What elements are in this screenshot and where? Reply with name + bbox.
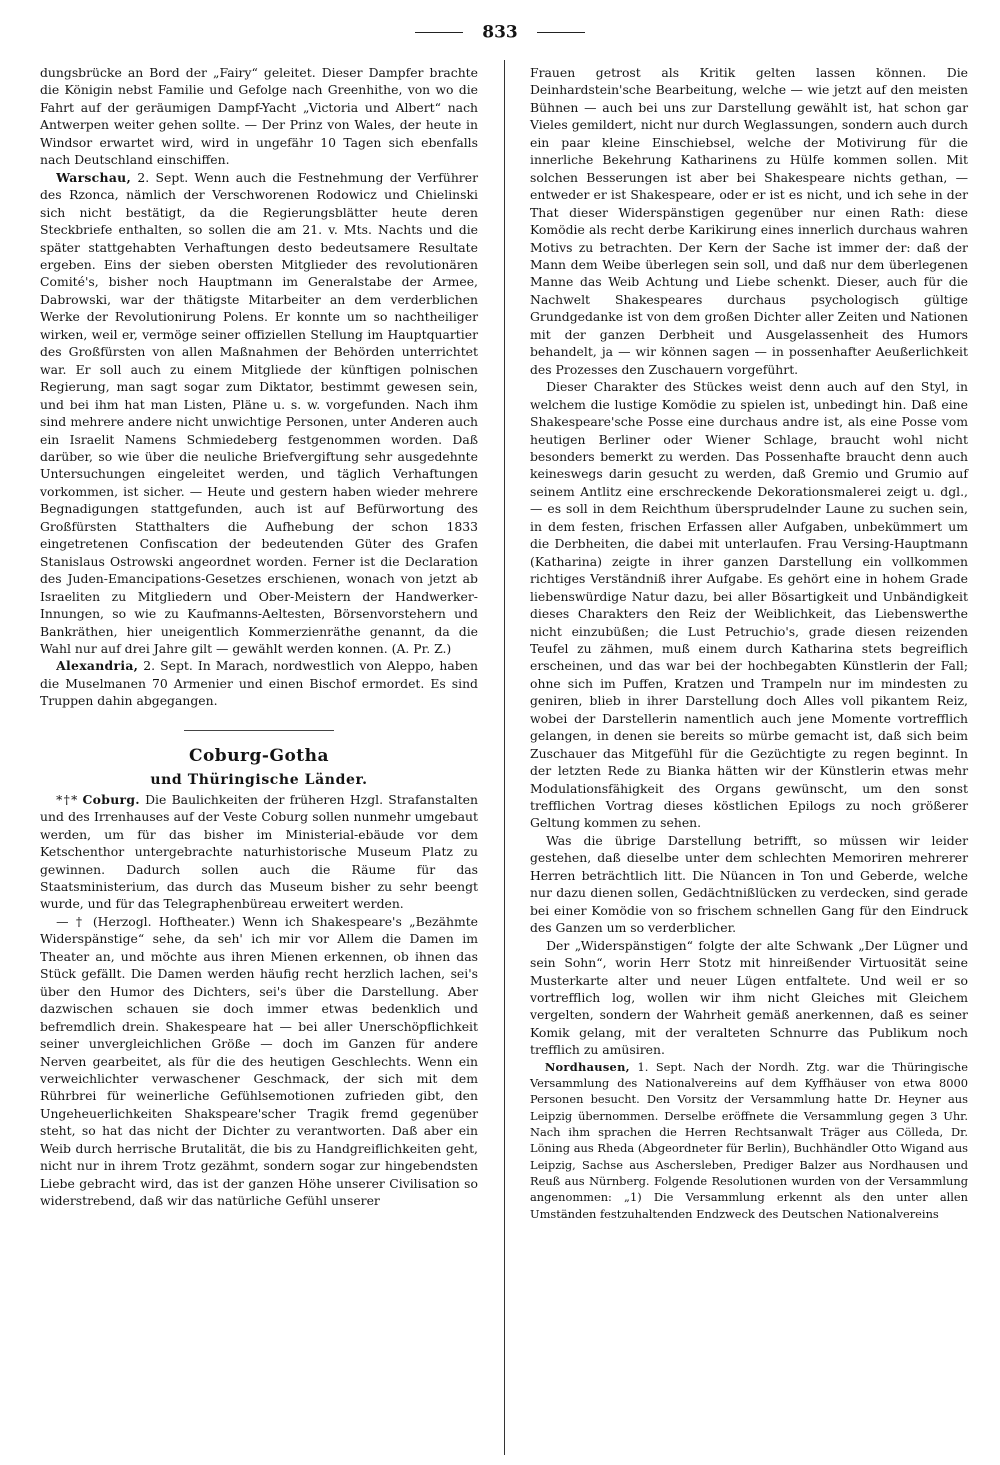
dateline-nordhausen: Nordhausen,: [544, 1059, 630, 1074]
review-p4: Der „Widerspänstigen“ folgte der alte Schwank „Der Lügner und sein Sohn“, worin Herr Stotz mit hinreißender Virtuosität seine Musterkarte alter und neuer Lügen entfaltete. Und weil er so vortrefflich log, wollen wir ihm nicht Gleiches mit Gleichem vergelten, sondern der Wahrheit gemäß anerkennen, daß es seiner Komik gelang, mit der veralteten Schnurre das Publikum noch trefflich zu amüsiren.: [530, 937, 968, 1058]
dateline-alexandria: Alexandria,: [56, 658, 139, 674]
article-hoftheater: [40, 913, 478, 1210]
header-rule-left: [415, 32, 463, 33]
article-coburg-text: Die Baulichkeiten der früheren Hzgl. Strafanstalten und des Irrenhauses auf der Veste Coburg sollen nunmehr umgebaut werden, um für das bisher im Ministerial-ebäude vor dem Ketschenthor untergebrachte naturhistorische Museum Platz zu gewinnen. Dadurch sollen auch die Räume für das Staatsministerium, das durch das Museum bisher zu sehr beengt wurde, und für das Telegraphenbüreau erweitert werden.: [40, 791, 478, 912]
article-coburg-mark: *†*: [56, 791, 78, 807]
section-separator: [184, 730, 334, 731]
article-alexandria-text: 2. Sept. In Marach, nordwestlich von Aleppo, haben die Muselmanen 70 Armenier und einen Bischof ermordet. Es sind Truppen dahin abgegangen.: [40, 658, 478, 709]
article-hoftheater-heading: — † (Herzogl. Hoftheater.): [56, 913, 236, 929]
article-hoftheater-text: Wenn ich Shakespeare's „Bezähmte Widerspänstige“ sehe, da seh' ich mir vor Allem die Damen im Theater an, und möchte aus ihren Mienen erkennen, ob ihnen das Stück gefällt. Die Damen werden häufig recht herzlich lachen, sei's über den Humor des Dichters, sei's über die Darstellung. Aber dazwischen schauen sie doch immer etwas bedenklich und befremdlich drein. Shakespeare hat — bei aller Unerschöpflichkeit seiner unvergleichlichen Größe — doch im Ganzen für andere Nerven gearbeitet, als für die des heutigen Geschlechts. Wenn ein verweichlichter verwaschener Geschmack, der sich mit dem Rührbrei für weinerliche Gefühlsemotionen zufrieden gibt, den Ungeheuerlichkeiten Shakspeare'scher Tragik fremd gegenüber steht, so hat das nicht der Dichter zu verantworten. Daß aber ein Weib durch herrische Brutalität, die bis zu Handgreiflichkeiten geht, nicht nur in ihrem Trotz gezähmt, sondern sogar zur hingebendsten Liebe gebracht wird, das ist der ganzen Höhe unserer Civilisation so widerstrebend, daß wir das natürliche Gefühl unserer: [40, 913, 479, 1209]
page-number: 833: [482, 22, 518, 43]
article-nordhausen: [530, 1059, 968, 1222]
article-alexandria: [40, 657, 478, 709]
article-nordhausen-text: 1. Sept. Nach der Nordh. Ztg. war die Thüringische Versammlung des Nationalvereins auf dem Kyffhäuser von etwa 8000 Personen besucht. Den Vorsitz der Versammlung hatte Dr. Heyner aus Leipzig übernommen. Derselbe eröffnete die Versammlung gegen 3 Uhr. Nach ihm sprachen die Herren Rechtsanwalt Träger aus Cölleda, Dr. Löning aus Rheda (Abgeordneter für Berlin), Buchhändler Otto Wigand aus Leipzig, Sachse aus Aschersleben, Prediger Balzer aus Nordhausen und Reuß aus Nürnberg. Folgende Resolutionen wurden von der Versammlung angenommen: „1) Die Versammlung erkennt als den unter allen Umständen festzuhaltenden Endzweck des Deutschen Nationalvereins: [530, 1059, 968, 1221]
article-warschau: [40, 169, 478, 658]
dateline-warschau: Warschau,: [56, 169, 132, 185]
section-subtitle: und Thüringische Länder.: [150, 771, 368, 788]
article-coburg: [40, 791, 478, 913]
review-p3: Was die übrige Darstellung betrifft, so müssen wir leider gestehen, daß dieselbe unter dem schlechten Memoriren mehrerer Herren beträchtlich litt. Die Nüancen in Ton und Geberde, welche nur dazu dienen sollen, Gedächtnißlücken zu verdecken, sind gerade bei einer Komödie von so frischem schnellen Gang für den Eindruck des Ganzen um so verderblicher.: [530, 832, 968, 936]
section-title: Coburg-Gotha: [188, 745, 330, 766]
header-rule-right: [537, 32, 585, 33]
article-warschau-text: 2. Sept. Wenn auch die Festnehmung der Verführer des Rzonca, nämlich der Verschworenen Rodowicz und Chielinski sich nicht bestätigt, da die Regierungsblätter heute deren Steckbriefe enthalten, so sollen die am 21. v. Mts. Nachts und die später stattgehabten Verhaftungen desto bedeutsamere Resultate ergeben. Eins der sieben obersten Mitglieder des revolutionären Comité's, bisher noch Hauptmann im Generalstabe der Armee, Dabrowski, war der thätigste Mitarbeiter an dem verderblichen Werke der Revolutionirung Polens. Er konnte um so nachtheiliger wirken, weil er, vermöge seiner offiziellen Stellung im Hauptquartier des Großfürsten von allen Maßnahmen der Behörden unterrichtet war. Er soll auch zu einem Mitgliede der künftigen polnischen Regierung, man sagt sogar zum Diktator, bestimmt gewesen sein, und bei ihm hat man Listen, Pläne u. s. w. vorgefunden. Nach ihm sind mehrere andere nicht unwichtige Personen, unter Anderen auch ein Israelit Namens Schmiedeberg festgenommen worden. Daß darüber, so wie über die neuliche Briefvergiftung sehr ausgedehnte Untersuchungen eingeleitet werden, und täglich Verhaftungen vorkommen, ist sicher. — Heute und gestern haben wieder mehrere Begnadigungen stattgefunden, auch ist auf Befürwortung des Großfürsten Statthalters die Aufhebung der schon 1833 eingetretenen Confiscation der bedeutenden Güter des Grafen Stanislaus Ostrowski angeordnet worden. Ferner ist die Declaration des Juden-Emancipations-Gesetzes erschienen, wonach von jetzt ab Israeliten zu Mitgliedern und Ober-Meistern der Handwerker-Innungen, so wie zu Kaufmanns-Aeltesten, Börsenvorstehern und Bankräthen, hier uneigentlich Kommerzienräthe genannt, da die Wahl nur auf drei Jahre gilt — gewählt werden konnen. (A. Pr. Z.): [40, 169, 478, 656]
review-continued-p1: Frauen getrost als Kritik gelten lassen können. Die Deinhardstein'sche Bearbeitung, welche — wie jetzt auf den meisten Bühnen — auch bei uns zur Darstellung gewählt ist, hat schon gar Vieles gemildert, nicht nur durch Weglassungen, sondern auch durch ein paar kleine Einschiebsel, welche der Motivirung für die innerliche Bekehrung Katharinens zu Hülfe kommen sollen. Mit solchen Besserungen ist aber bei Shakespeare nichts gethan, — entweder er ist Shakespeare, oder er ist es nicht, und ich sehe in der That dieser Widerspänstigen gegenüber nur einen Rath: diese Komödie als recht derbe Karikirung eines innerlich durchaus wahren Motivs zu betrachten. Der Kern der Sache ist immer der: daß der Mann dem Weibe überlegen sein soll, und daß nur dem überlegenen Manne das Weib Achtung und Liebe schenkt. Dieser, auch für die Nachwelt Shakespeares durchaus psychologisch gültige Grundgedanke ist von dem großen Dichter aller Zeiten und Nationen mit der ganzen Derbheit und Ausgelassenheit des Humors behandelt, ja — wir können sagen — in possenhafter Aeußerlichkeit des Prozesses den Zuschauern vorgeführt.: [530, 65, 968, 377]
left-column: [40, 64, 478, 1210]
article-london-continued: dungsbrücke an Bord der „Fairy“ geleitet. Dieser Dampfer brachte die Königin nebst Familie und Gefolge nach Greenhithe, von wo die Fahrt auf der geräumigen Dampf-Yacht „Victoria und Albert“ nach Antwerpen weiter gehen sollte. — Der Prinz von Wales, der heute in Windsor erwartet wird, wird in ungefähr 10 Tagen sich ebenfalls nach Deutschland einschiffen.: [40, 65, 478, 168]
page-header: [0, 22, 1000, 43]
review-p2: Dieser Charakter des Stückes weist denn auch auf den Styl, in welchem die lustige Komödie zu spielen ist, unbedingt hin. Daß eine Shakespeare'sche Posse eine durchaus andre ist, als eine Posse vom heutigen Berliner oder Wiener Schlage, braucht wohl nicht besonders bemerkt zu werden. Das Possenhafte braucht denn auch keineswegs darin gesucht zu werden, daß Gremio und Grumio auf seinem Antlitz eine erschreckende Dekorationsmalerei zeigt u. dgl., — es soll in dem Reichthum übersprudelnder Laune zu suchen sein, in dem festen, frischen Erfassen aller Aufgaben, unbekümmert um die Derbheiten, die dabei mit unterlaufen. Frau Versing-Hauptmann (Katharina) zeigte in ihrer ganzen Darstellung ein vollkommen richtiges Verständniß ihrer Aufgabe. Es gehört eine in hohem Grade liebenswürdige Natur dazu, bei aller Bösartigkeit und Unbändigkeit dieses Charakters den Reiz der Weiblichkeit, das Liebenswerthe nicht einzubüßen; die Lust Petruchio's, grade diesen reizenden Teufel zu zähmen, muß einem durch Katharina stets begreiflich erscheinen, und das war bei der hochbegabten Künstlerin der Fall; ohne sich im Puffen, Kratzen und Trampeln nur im mindesten zu geniren, blieb in ihrer Darstellung doch Alles voll pikantem Reiz, wobei der Darstellerin namentlich auch jene Momente vortrefflich gelangen, in denen sie bereits so mürbe gemacht ist, daß sich beim Zuschauer das Mitgefühl für die Gezüchtigte zu regen beginnt. In der letzten Rede zu Bianka hätten wir der Künstlerin etwas mehr Modulationsfähigkeit des Organs gewünscht, um den sonst trefflichen Vortrag dieses köstlichen Epilogs zu noch größerer Geltung kommen zu sehen.: [530, 379, 968, 831]
column-divider: [504, 60, 505, 1455]
right-column: [530, 64, 968, 1222]
dateline-coburg: Coburg.: [82, 791, 140, 807]
